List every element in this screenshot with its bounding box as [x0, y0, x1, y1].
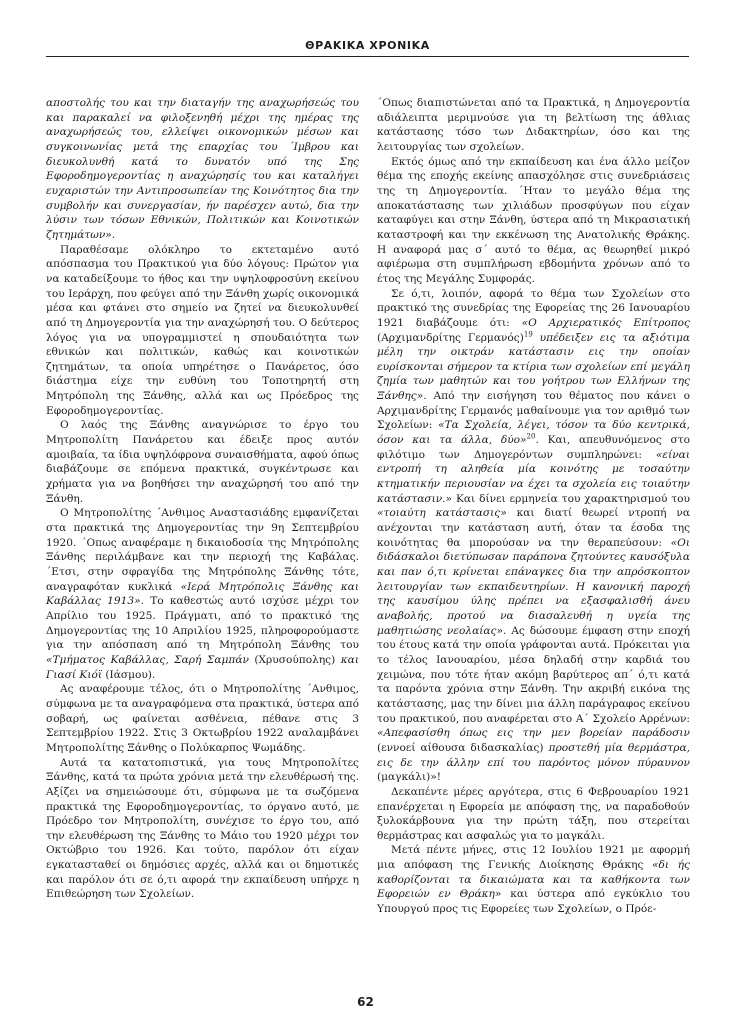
text-run: . Από την εισήγηση του θέματος που κάνει ο Αρχιμανδρίτης Γερμανός μαθαίνουμε για τον αριθμό των Σχολείων: — [377, 390, 690, 432]
text-run: Σε ό,τι, λοιπόν, αφορά το θέμα των Σχολείων στο πρακτικό της συνεδρίας της Εφορείας της 26 Ιανουαρίου 1921 διαβάζουμε ότι: — [377, 287, 690, 329]
text-run: (Αρχιμανδρίτης Γερμανός) — [377, 331, 524, 344]
page-number: 62 — [357, 995, 374, 1009]
quoted-text: «Οι διδάσκαλοι διετύπωσαν παράπονα ζητούντες καυσόξυλα και παν ό,τι κρίνεται επάναγκες δια την απρόσκοπτον λειτουργίαν των εκπαιδευτηρίων. Η κανονική παροχή της καυσίμου ύλης πρέπει να εξασφαλισθή άνευ αναβολής, προτού να διασαλευθή η υγεία της μαθητιώσης νεολαίας» — [377, 536, 690, 637]
quoted-text: και Γιασί Κιόϊ — [46, 653, 359, 681]
paragraph — [377, 96, 690, 155]
text-run: (εννοεί αίθουσα διδασκαλίας) — [377, 741, 549, 754]
header-rule — [46, 56, 689, 57]
text-run: Ας αναφέρουμε τέλος, ότι ο Μητροπολίτης ΄Ανθιμος, σύμφωνα με τα αναγραφόμενα στα πρακτικά, ύστερα από σοβαρή, ως φαίνεται ασθένεια, πέθανε στις 3 Σεπτεμβρίου 1922. Στις 3 Οκτωβρίου 1922 αναλαμβάνει Μητροπολίτης Ξάνθης ο Πολύκαρπος Ψωμάδης. — [46, 683, 359, 754]
text-run: Δεκαπέντε μέρες αργότερα, στις 6 Φεβρουαρίου 1921 επανέρχεται η Εφορεία με απόφαση της, να παραδοθούν ξυλοκάρβουνα για την πρώτη τάξη, που στερείται θερμάστρας και ασφαλώς για το μαγκάλι. — [377, 785, 690, 842]
text-run: (Ιάσμου). — [102, 668, 156, 681]
paragraph — [377, 287, 690, 785]
text-run: Ο λαός της Ξάνθης αναγνώρισε το έργο του Μητροπολίτη Πανάρετου και έδειξε προς αυτόν αμοιβαία, τα ίδια υψηλόφρονα συναισθήματα, αφού όπως διαβάζουμε σε επόμενα πρακτικά, συγκέντρωσε και χρήματα για να βοηθήσει την αναχώρησή του από την Ξάνθη. — [46, 419, 359, 505]
quoted-text: «Ο Αρχιερατικός Επίτροπος — [521, 316, 690, 329]
running-header — [46, 36, 689, 56]
text-run: Παραθέσαμε ολόκληρο το εκτεταμένο αυτό απόσπασμα του Πρακτικού για δύο λόγους: Πρώτον για να καταδείξουμε το ήθος και την υψηλοφροσύνη εκείνου του Ιεράρχη, που φεύγει από την Ξάνθη χωρίς οικονομικά μέσα και φτάνει στο σημείο να ζητεί να διευκολυνθεί από τη Δημογεροντία για την αναχώρησή του. Ο δεύτερος λόγος για να υπογραμμιστεί η σπουδαιότητα των εθνικών και πολιτικών, καθώς και κοινοτικών ζητημάτων, τα οποία υπηρέτησε ο Πανάρετος, όσο διάστημα είχε την ευθύνη του Τοποτηρητή στη Μητρόπολη της Ξάνθης, αλλά και ως Πρόεδρος της Εφοροδημογεροντίας. — [46, 243, 359, 417]
left-column — [46, 96, 359, 902]
quoted-text: «δι ής καθορίζονται τα δικαιώματα και τα καθήκοντα των Εφορειών εν Θράκη» — [377, 859, 690, 901]
text-run: Ο Μητροπολίτης ΄Ανθιμος Αναστασιάδης εμφανίζεται στα πρακτικά της Δημογεροντίας την 9η Σεπτεμβρίου 1920. ΄Οπως αναφέραμε η δικαιοδοσία της Μητρόπολης Ξάνθης περιλάμβανε και την περιοχή της Καβάλας. ΄Ετσι, στην σφραγίδα της Μητρόπολης Ξάνθης τότε, αναγραφόταν κυκλικά — [46, 507, 359, 593]
paragraph — [46, 506, 359, 682]
quoted-text: αποστολής του και την διαταγήν της αναχωρήσεώς του και παρακαλεί να φιλοξενηθή μέχρι της ημέρας της αναχωρήσεώς του, ελλείψει οικονομικών μέσων και συγκοινωνίας μετά της επαρχίας του ΄Ιμβρου και διευκολυνθή κατά το δυνατόν υπό της Σης Εφοροδημογεροντίας η αναχώρησίς του και καταλήγει ευχαριστών την Αντιπροσωπείαν της Κοινότητος δια την συμβολήν και συνεργασίαν, ήν παρέσχεν αυτώ, δια την λύσιν των τόσων Εθνικών, Πολιτικών και Κοινοτικών ζητημάτων». — [46, 97, 359, 241]
footnote-ref: 19 — [523, 329, 533, 338]
paragraph — [377, 155, 690, 287]
text-run: ΄Οπως διαπιστώνεται από τα Πρακτικά, η Δημογεροντία αδιάλειπτα μεριμνούσε για τη βελτίωση της άθλιας κατάστασης τόσο των Διδακτηρίων, όσο και της λειτουργίας των σχολείων. — [377, 97, 690, 153]
text-run: (Χρυσούπολης) — [248, 653, 341, 666]
text-run: Και δίνει ερμηνεία του χαρακτηρισμού του — [452, 492, 690, 505]
paragraph — [46, 243, 359, 419]
quoted-text: «Ιερά Μητρόπολις Ξάνθης και Καβάλλας 1913» — [46, 580, 359, 608]
text-run: Αυτά τα κατατοπιστικά, για τους Μητροπολίτες Ξάνθης, κατά τα πρώτα χρόνια μετά την ελευθέρωσή της. Αξίζει να σημειώσουμε ότι, σύμφωνα με τα σωζόμενα πρακτικά της Εφοροδημογεροντίας, το όργανο αυτό, με Πρόεδρο τον Μητροπολίτη, συνέχισε το έργο του, από την ελευθέρωση της Ξάνθης το Μάιο του 1920 μέχρι τον Οκτώβριο του 1926. Και τούτο, παρόλον ότι είχαν εγκατασταθεί οι δημόσιες αρχές, αλλά και οι δημοτικές και παρόλον ότι σε ό,τι αφορά την εκπαίδευση υπήρχε η Επιθεώρηση των Σχολείων. — [46, 756, 359, 901]
footnote-ref: 20 — [526, 432, 536, 441]
paragraph — [46, 96, 359, 243]
text-run: (μαγκάλι)»! — [377, 771, 442, 784]
quoted-text: «Τα Σχολεία, λέγει, τόσον τα δύο κεντρικά, όσον και τα άλλα, δύο» — [377, 419, 690, 447]
quoted-text: «Τμήματος Καβάλλας, Σαρή Σαμπάν — [46, 653, 249, 666]
right-column — [377, 96, 690, 917]
quoted-text: προστεθή μία θερμάστρα, εις δε την άλλην επί του παρόντος μόνον πύραυνον — [377, 741, 691, 769]
text-run: Εκτός όμως από την εκπαίδευση και ένα άλλο μείζον θέμα της εποχής εκείνης απασχόλησε στις συνεδριάσεις της τη Δημογεροντία. ΄Ηταν το μεγάλο θέμα της αποκατάστασης των χιλιάδων προσφύγων που είχαν καταφύγει και στην Ξάνθη, ύστερα από τη Μικρασιατική καταστροφή και την εκκένωση της Ανατολικής Θράκης. Η αναφορά μας σ΄ αυτό το θέμα, ας θεωρηθεί μικρό αφιέρωμα στη συμπλήρωση εβδομήντα χρόνων από το έτος της Μεγάλης Συμφοράς. — [377, 155, 690, 285]
text-run: Μετά πέντε μήνες, στις 12 Ιουλίου 1921 με αφορμή μια απόφαση της Γενικής Διοίκησης Θράκης — [377, 844, 690, 872]
paragraph — [377, 843, 690, 916]
text-run: . Το καθεστώς αυτό ισχύσε μέχρι τον Απρίλιο του 1925. Πράγματι, από το πρακτικό της Δημογεροντίας της 10 Απριλίου 1925, πληροφορούμαστε για την απόσπαση από τη Μητρόπολη Ξάνθης του — [46, 595, 359, 652]
text-run: και διατί θεωρεί ντροπή να ανέχονται την κατάσταση αυτή, όταν τα έσοδα της κοινότητας θα μπορούσαν να την θεραπεύσουν: — [377, 507, 690, 549]
quoted-text: «είναι εντροπή τη αληθεία μία κοινότης με τοσαύτην κτηματικήν περιουσίαν να έχει τα σχολεία εις τοιαύτην κατάστασιν.» — [377, 448, 690, 505]
quoted-text: «Απεφασίσθη όπως εις την μεν βορείαν παράδοσιν — [377, 727, 690, 740]
paragraph — [377, 785, 690, 844]
text-run: και ύστερα από εγκύκλιο του Υπουργού προς τις Εφορείες των Σχολείων, ο Πρόε- — [377, 888, 690, 916]
quoted-text: υπέδειξεν εις τα αξιότιμα μέλη την οικτράν κατάστασιν εις την οποίαν ευρίσκονται σήμερον τα κτίρια των σχολείων επί μεγάλη ζημία των μαθητών και του γοήτρου των Ελλήνων της Ξάνθης» — [377, 331, 690, 403]
quoted-text: «τοιαύτη κατάστασις» — [377, 507, 507, 520]
paragraph — [46, 418, 359, 506]
text-run: . Ας δώσουμε έμφαση στην εποχή του έτους κατά την οποία γράφονται αυτά. Πρόκειται για το τέλος Ιανουαρίου, μέσα δηλαδή στην καρδιά του χειμώνα, που τότε ήταν ακόμη βαρύτερος απ΄ ό,τι κατά τα παρόντα χρόνια στην Ξάνθη. Την ακριβή εικόνα της κατάστασης, μας την δίνει μια άλλη παράγραφος εκείνου του πρακτικού, που αναφέρεται στο Α΄ Σχολείο Αρρένων: — [377, 624, 690, 725]
journal-title: ΘΡΑΚΙΚΑ ΧΡΟΝΙΚΑ — [305, 39, 430, 52]
paragraph — [46, 756, 359, 903]
text-run: . Και, απευθυνόμενος στο φιλότιμο των Δημογερόντων συμπληρώνει: — [377, 434, 690, 461]
paragraph — [46, 682, 359, 755]
